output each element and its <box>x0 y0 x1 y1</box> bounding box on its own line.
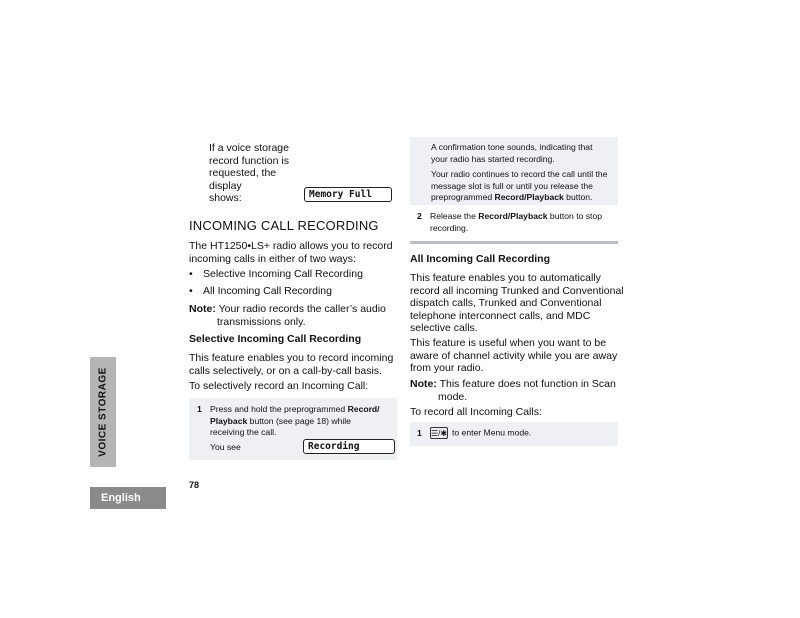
you-see-label: You see <box>210 442 241 452</box>
page-number: 78 <box>189 480 200 490</box>
selective-instruction: To selectively record an Incoming Call: <box>189 380 369 392</box>
note-left: Note: Your radio records the caller’s audio transmissions only. <box>189 303 386 328</box>
intro-paragraph: The HT1250•LS+ radio allows you to record incoming calls in either of two ways: <box>189 240 393 265</box>
step1-left: 1 Press and hold the preprogrammed Record/ Playback button (see page 18) while receiving the call. <box>197 404 380 437</box>
step2-right: 2 Release the Record/Playback button to stop recording. <box>417 211 602 233</box>
all-paragraph: This feature enables you to automatically record all incoming Trunked and Conventional dispatch calls, Trunked and Conventional telephone interconnect calls, and MDC selective calls. <box>410 272 624 334</box>
selective-paragraph: This feature enables you to record incoming calls selectively, or on a call-by-call basis. <box>189 352 394 377</box>
lcd-recording: Recording <box>303 439 395 454</box>
confirmation-text: A confirmation tone sounds, indicating that your radio has started recording. Your radio continues to record the call until the message slot is full or until you release the preprogrammed Record/Playback button. <box>431 142 608 202</box>
lcd-memory-full: Memory Full <box>304 187 392 202</box>
language-tab: English <box>90 487 166 509</box>
section-tab-label: VOICE STORAGE <box>97 367 109 457</box>
section-divider <box>410 241 618 244</box>
bullet-list <box>189 268 363 297</box>
note-right: Note: This feature does not function in Scan mode. <box>410 378 616 403</box>
section-heading: INCOMING CALL RECORDING <box>189 218 379 233</box>
list-item: • Selective Incoming Call Recording <box>189 268 363 280</box>
all-instruction: To record all Incoming Calls: <box>410 406 542 418</box>
intro-text: If a voice storage record function is requested, the display shows: <box>209 142 289 204</box>
step1-right: 1 ☰/✱ to enter Menu mode. <box>417 427 532 438</box>
activity-paragraph: This feature is useful when you want to be aware of channel activity while you are away from your radio. <box>410 337 618 374</box>
subheading-selective: Selective Incoming Call Recording <box>189 333 362 345</box>
subheading-all: All Incoming Call Recording <box>410 253 551 265</box>
section-tab <box>90 357 116 467</box>
menu-key-icon: ☰/✱ <box>431 429 448 438</box>
list-item: • All Incoming Call Recording <box>189 284 332 297</box>
